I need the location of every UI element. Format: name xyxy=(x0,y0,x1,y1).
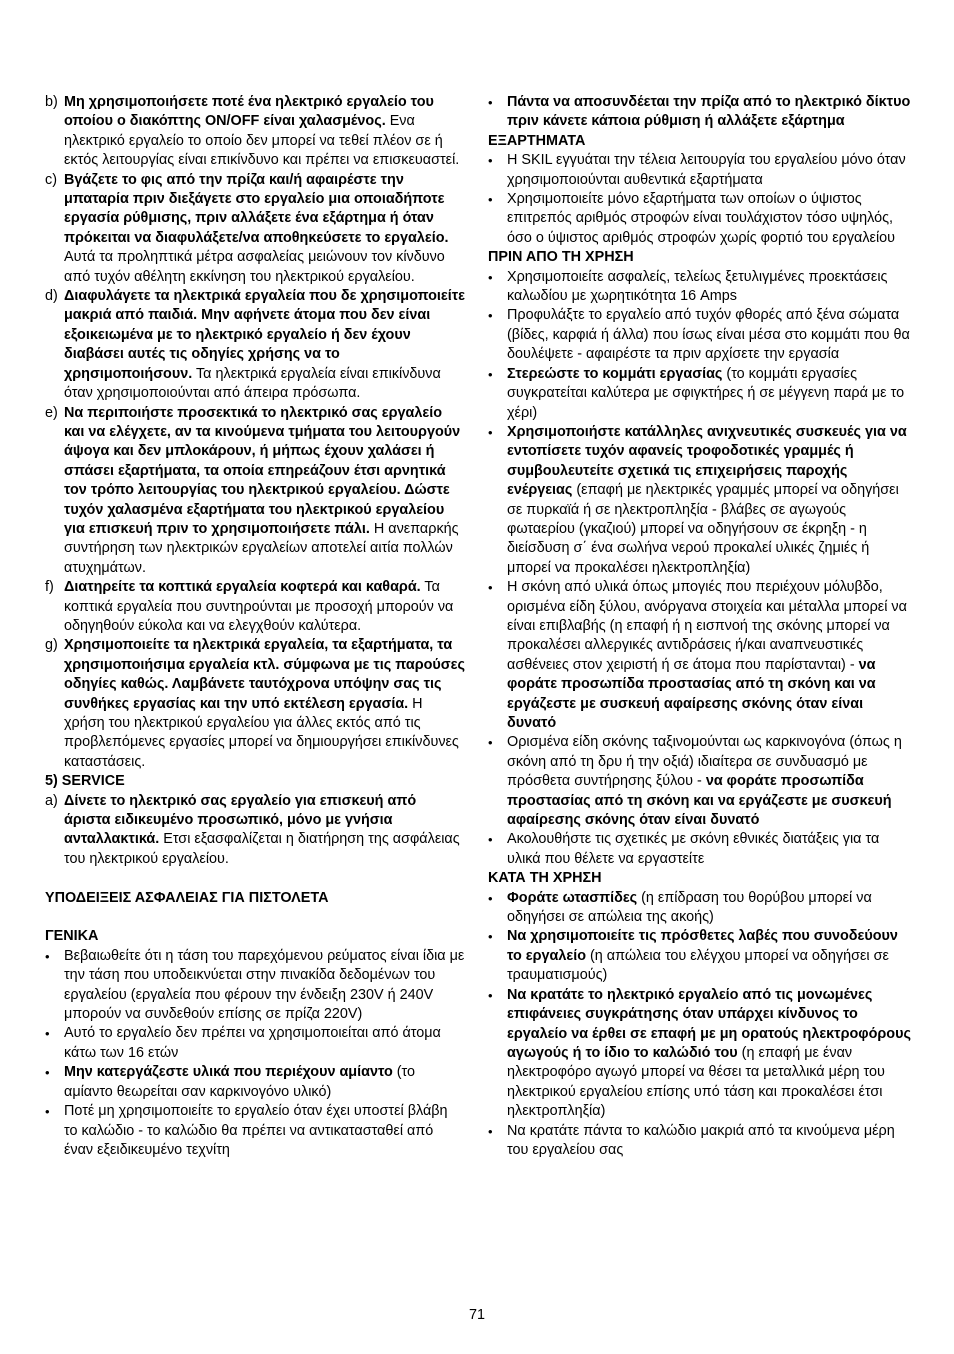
bold-text: Πάντα να αποσυνδέεται την πρίζα από το ηλεκτρικό δίκτυο πριν κάνετε κάποια ρύθμιση ή αλλάξετε εξάρτημα xyxy=(507,94,911,130)
section-heading: ΠΡΙΝ ΑΠΟ ΤΗ ΧΡΗΣΗ xyxy=(488,249,634,266)
page-number: 71 xyxy=(468,1307,485,1323)
bullet-marker: • xyxy=(488,832,493,848)
bold-text: Μην κατεργάζεστε υλικά που περιέχουν αμίαντο xyxy=(64,1064,393,1081)
bullet-marker: • xyxy=(45,1026,50,1042)
section-heading: ΥΠΟΔΕΙΞΕΙΣ ΑΣΦΑΛΕΙΑΣ ΓΙΑ ΠΙΣΤΟΛΕΤΑ xyxy=(45,889,329,906)
bullet-marker: • xyxy=(45,1065,50,1081)
bullet-marker: • xyxy=(45,1104,50,1120)
section-heading: ΓΕΝΙΚΑ xyxy=(45,928,99,945)
list-marker: d) xyxy=(45,288,58,305)
bold-text: Να κρατάτε το ηλεκτρικό εργαλείο από τις μονωμένες επιφάνειες συγκράτησης όταν υπάρχει κίνδυνος το εργαλείο να έρθει σε επαφή με μη ορατούς ηλεκτροφόρους αγωγούς ή το ίδιο το καλώδιό του xyxy=(507,986,911,1061)
bullet-marker: • xyxy=(488,580,493,596)
list-item xyxy=(45,404,465,579)
list-item xyxy=(45,93,465,171)
body-text: Αυτό το εργαλείο δεν πρέπει να χρησιμοποιείται από άτομα κάτω των 16 ετών xyxy=(64,1025,441,1061)
spacer xyxy=(45,908,465,927)
body-text: Ακολουθήστε τις σχετικές με σκόνη εθνικές διατάξεις για τα υλικά που θέλετε να εργαστείτε xyxy=(507,831,880,867)
body-text: Προφυλάξτε το εργαλείο από τυχόν φθορές από ξένα σώματα (βίδες, καρφιά ή άλλα) που ίσως είναι μέσα στο κομμάτι που θα δουλέψετε - αφαιρέστε τα πριν αρχίσετε την εργασία xyxy=(507,307,910,363)
body-text: Τα ηλεκτρικά εργαλεία είναι επικίνδυνα όταν χρησιμοποιούνται από άπειρα πρόσωπα. xyxy=(64,365,441,402)
left-column xyxy=(45,93,465,1160)
list-marker: c) xyxy=(45,171,57,188)
body-text: Η χρήση του ηλεκτρικού εργαλείου για άλλες εκτός από τις προβλεπόμενες εργασίες μπορεί να δημιουργήσει επικίνδυνες καταστάσεις. xyxy=(64,695,459,770)
bullet-marker: • xyxy=(488,735,493,751)
right-column xyxy=(488,93,912,1160)
list-marker: b) xyxy=(45,94,58,110)
body-text: Η SKIL εγγυάται την τέλεια λειτουργία του εργαλείου μόνο όταν χρησιμοποιούνται αυθεντικά εξαρτήματα xyxy=(507,152,906,188)
bullet-marker: • xyxy=(45,948,50,964)
body-text: Χρησιμοποιείτε μόνο εξαρτήματα των οποίων ο ύψιστος επιτρεπός αριθμός στροφών είναι τουλάχιστον τόσο υψηλός, όσο ο ύψιστος αριθμός στροφών χωρίς φορτιό του εργαλείου xyxy=(507,191,896,246)
bold-text: Να περιποιήστε προσεκτικά το ηλεκτρικό σας εργαλείο και να ελέγχετε, αν τα κινούμενα τμήματα του λειτουργούν άψογα και δεν μπλοκάρουν, ή μήπως έχουν χαλάσει ή σπάσει εξαρτήματα, τα οποία επηρεάζουν έτσι αρνητικά τον τρόπο λειτουργίας του ηλεκτρικού εργαλείου. Δώστε τυχόν χαλασμένα εξαρτήματα του ηλεκτρικού εργαλείου για επισκευή πριν το χρησιμοποιήσετε πάλι. xyxy=(64,404,461,537)
bullet-item xyxy=(488,830,912,869)
bold-text: Χρησιμοποιήστε κατάλληλες ανιχνευτικές συσκευές για να εντοπίσετε τυχόν αφανείς τροφοδοτικές γραμμές ή συμβουλευτείτε σχετικά τις επιχειρήσεις παροχής ενέργειας xyxy=(507,423,907,499)
list-marker: a) xyxy=(45,792,58,809)
bullet-item xyxy=(45,1063,465,1102)
bullet-marker: • xyxy=(488,95,493,110)
body-text: Ετσι εξασφαλίζεται η διατήρηση της ασφάλειας του ηλεκτρικού εργαλείου. xyxy=(64,831,460,867)
bullet-marker: • xyxy=(488,890,493,906)
body-text: Η σκόνη από υλικά όπως μπογιές που περιέχουν μόλυβδο, ορισμένα είδη ξύλου, ανόργανα στοιχεία και μέταλλα μπορεί να είναι επιβλαβής (η επαφή ή η εισπνοή της σκόνης μπορεί να προκαλέσει αλλεργικές αντιδράσεις ή/και αναπνευστικές ασθένειες στον χειριστή ή σε άτομα που παρίστανται) - xyxy=(507,579,907,673)
bullet-marker: • xyxy=(488,153,493,169)
bullet-item xyxy=(488,1122,912,1161)
bold-text: να φοράτε προσωπίδα προστασίας από τη σκόνη και να εργάζεστε με συσκευή αφαίρεσης σκόνης όταν είναι δυνατό xyxy=(507,773,892,829)
body-text: Να κρατάτε πάντα το καλώδιο μακριά από τα κινούμενα μέρη του εργαλείου σας xyxy=(507,1122,895,1158)
bullet-item xyxy=(488,423,912,578)
body-text: Βεβαιωθείτε ότι η τάση του παρεχόμενου ρεύματος είναι ίδια με την τάση που υποδεικνύεται στην πινακίδα δεδομένων του εργαλείου (εργαλεία που φέρουν την ένδειξη 230V ή 240V μπορούν να συνδεθούν επίσης σε πρίζα 220V) xyxy=(64,947,465,1023)
bullet-item xyxy=(488,927,912,985)
bullet-item xyxy=(45,947,465,1025)
bullet-item xyxy=(45,1024,465,1063)
bullet-item xyxy=(488,151,912,190)
body-text: (η απώλεια του ελέγχου μπορεί να οδηγήσει σε τραυματισμούς) xyxy=(507,947,889,984)
bullet-item xyxy=(488,268,912,307)
body-text: (η επαφή με έναν ηλεκτροφόρο αγωγό μπορεί να θέσει τα μεταλλικά μέρη του ηλεκτρικού εργαλείου επίσης υπό τάση και προκαλέσει έτσι ηλεκτροπληξία) xyxy=(507,1044,885,1120)
list-marker: f) xyxy=(45,579,54,596)
body-text: (επαφή με ηλεκτρικές γραμμές μπορεί να οδηγήσει σε πυρκαϊά ή σε ηλεκτροπληξία - βλάβες σε αγωγούς φωταερίου (γκαζιού) μπορεί να οδηγήσουν σε έκρηξη - η διείσδυση σ΄ ένα σωλήνα νερού προκαλεί υλικές ζημιές ή μπορεί να προκαλέσει ηλεκτροπληξία) xyxy=(507,482,899,576)
bold-text: Να χρησιμοποιείτε τις πρόσθετες λαβές που συνοδεύουν το εργαλείο xyxy=(507,928,898,964)
bullet-item xyxy=(488,306,912,364)
body-text: (το αμίαντο θεωρείται σαν καρκινογόνο υλικό) xyxy=(64,1064,416,1100)
section-heading: ΚΑΤΑ ΤΗ ΧΡΗΣΗ xyxy=(488,870,602,887)
bullet-item xyxy=(488,190,912,248)
bold-text: Χρησιμοποιείτε τα ηλεκτρικά εργαλεία, τα εξαρτήματα, τα χρησιμοποιήσιμα εργαλεία κτλ. σύμφωνα με τις παρούσες οδηγίες καθώς. Λαμβάνετε ταυτόχρονα υπόψην σας τις συνθήκες εργασίας και την υπό εκτέλεση εργασία. xyxy=(64,637,465,712)
list-item xyxy=(45,636,465,772)
section-heading: 5) SERVICE xyxy=(45,773,125,790)
bullet-marker: • xyxy=(488,1123,493,1139)
bullet-marker: • xyxy=(488,269,493,285)
body-text: (το κομμάτι εργασίες συγκρατείται καλύτερα με σφιγκτήρες ή σε μέγγενη παρά με το χέρι) xyxy=(507,365,905,421)
list-marker: e) xyxy=(45,404,58,421)
body-text: Τα κοπτικά εργαλεία που συντηρούνται με προσοχή μπορούν να οδηγηθούν εύκολα και να ελεγχθούν καλύτερα. xyxy=(64,579,454,634)
list-item xyxy=(45,171,465,287)
bullet-marker: • xyxy=(488,366,493,382)
bullet-item xyxy=(45,1102,465,1160)
list-item xyxy=(45,578,465,636)
bullet-marker: • xyxy=(488,308,493,324)
bullet-item xyxy=(488,889,912,928)
spacer xyxy=(45,869,465,888)
list-item xyxy=(45,287,465,403)
bullet-item xyxy=(488,365,912,423)
bold-text: Φοράτε ωτασπίδες xyxy=(507,889,638,906)
body-text: Ενα ηλεκτρικό εργαλείο το οποίο δεν μπορεί να τεθεί πλέον σε ή εκτός λειτουργίας είναι επικίνδυνο και πρέπει να επισκευαστεί. xyxy=(64,113,460,169)
bullet-item xyxy=(488,578,912,733)
section-heading: ΕΞΑΡΤΗΜΑΤΑ xyxy=(488,132,586,149)
bullet-marker: • xyxy=(488,424,493,440)
bold-text: να φοράτε προσωπίδα προστασίας από τη σκόνη και να εργάζεστε με συσκευή αφαίρεσης σκόνης όταν είναι δυνατό xyxy=(507,656,876,731)
bold-text: Δίνετε το ηλεκτρικό σας εργαλείο για επισκευή από άριστα ειδικευμένο προσωπικό, μόνο με γνήσια ανταλλακτικά. xyxy=(64,792,417,848)
bullet-marker: • xyxy=(488,929,493,945)
list-item xyxy=(45,792,465,870)
bullet-marker: • xyxy=(488,192,493,208)
bold-text: Διαφυλάγετε τα ηλεκτρικά εργαλεία που δε χρησιμοποιείτε μακριά από παιδιά. Μην αφήνετε άτομα που δεν είναι εξοικειωμένα με το ηλεκτρικό εργαλείο ή δεν έχουν διαβάσει αυτές τις οδηγίες χρήσης να το χρησιμοποιήσουν. xyxy=(64,288,465,382)
bullet-item xyxy=(488,986,912,1122)
body-text: (η επίδραση του θορύβου μπορεί να οδηγήσει σε απώλεια της ακοής) xyxy=(507,889,872,926)
body-text: Αυτά τα προληπτικά μέτρα ασφαλείας μειώνουν τον κίνδυνο από τυχόν αθέλητη εκκίνηση του ηλεκτρικού εργαλείου. xyxy=(64,249,445,285)
bold-text: Στερεώστε το κομμάτι εργασίας xyxy=(507,365,723,382)
bold-text: Διατηρείτε τα κοπτικά εργαλεία κοφτερά και καθαρά. xyxy=(64,579,421,596)
bullet-item xyxy=(488,733,912,830)
bullet-marker: • xyxy=(488,987,493,1003)
body-text: Η ανεπαρκής συντήρηση των ηλεκτρικών εργαλείων αποτελεί αιτία πολλών ατυχημάτων. xyxy=(64,520,459,576)
body-text: Ποτέ μη χρησιμοποιείτε το εργαλείο όταν έχει υποστεί βλάβη το καλώδιο - το καλώδιο θα πρέπει να αντικατασταθεί από έναν εξειδικευμένο τεχνίτη xyxy=(64,1103,448,1158)
bold-text: Μη χρησιμοποιήσετε ποτέ ένα ηλεκτρικό εργαλείο του οποίου ο διακόπτης ON/OFF είναι χαλασμένος. xyxy=(64,94,434,130)
body-text: Ορισμένα είδη σκόνης ταξινομούνται ως καρκινογόνα (όπως η σκόνη από τη δρυ ή την οξιά) ιδιαίτερα σε συνδυασμό με πρόσθετα συντήρησης ξύλου - xyxy=(507,734,902,790)
bullet-item xyxy=(488,93,912,132)
body-text: Χρησιμοποιείτε ασφαλείς, τελείως ξετυλιγμένες προεκτάσεις καλωδίου με χωρητικότητα 16 Amps xyxy=(507,268,888,305)
bold-text: Βγάζετε το φις από την πρίζα και/ή αφαιρέστε την μπαταρία πριν διεξάγετε στο εργαλείο μια οποιαδήποτε εργασία ρύθμισης, πριν αλλάξετε ένα εξάρτημα ή όταν πρόκειται να διαφυλάξετε/να αποθηκεύσετε το εργαλείο. xyxy=(64,171,449,246)
list-marker: g) xyxy=(45,637,58,654)
